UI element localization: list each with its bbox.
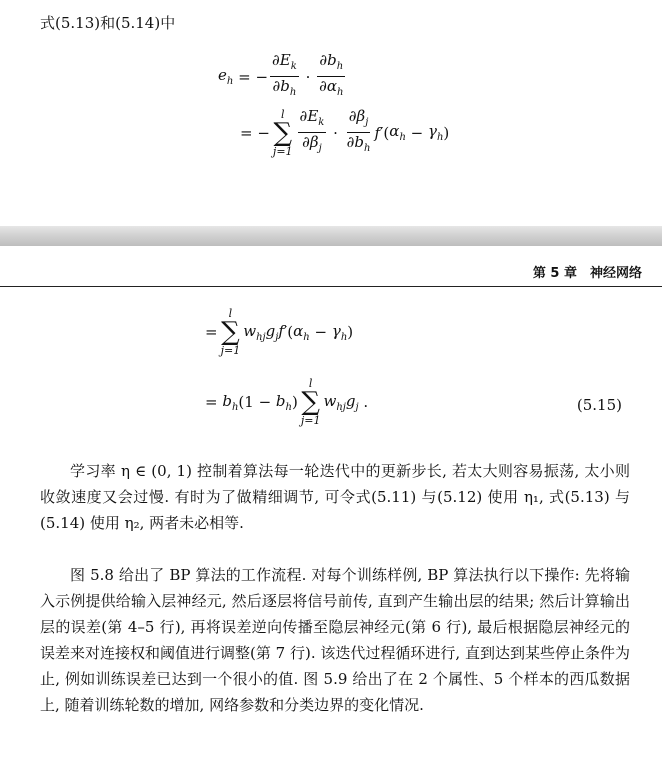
page-gap	[0, 226, 662, 246]
equation-line-4: = $b_h$ (1 − $b_h$ ) l ∑ j=1 $w_{hj}g_j$ .	[205, 377, 369, 427]
equation-line-2: = − l ∑ j=1 $\frac{\partial E_k}{\partial\beta_j}$ · $\frac{\partial\beta_j}{\partial b_h}$ f ′( $\alpha_h$ − $\gamma_h$ )	[240, 107, 450, 158]
equation-line-1: $e_h$ = − $\frac{\partial E_k}{\partial b_h}$ · $\frac{\partial b_h}{\partial\alpha_h}$	[218, 51, 344, 98]
paragraph-bp-workflow: 图 5.8 给出了 BP 算法的工作流程. 对每个训练样例, BP 算法执行以下操作: 先将输入示例提供给输入层神经元, 然后逐层将信号前传, 直到产生输出层的结果; 然后计算输出层的误差(第 4–5 行), 再将误差逆向传播至隐层神经元(第 6 行), 最后根据隐层神经元的误差来对连接权和阈值进行调整(第 7 行). 该迭代过程循环进行, 直到达到某些停止条件为止, 例如训练误差已达到一个很小的值. 图 5.9 给出了在 2 个属性、5 个样本的西瓜数据上, 随着训练轮数的增加, 网络参数和分类边界的变化情况.	[40, 566, 630, 714]
running-head: 第 5 章 神经网络	[532, 266, 642, 281]
page-bottom	[0, 246, 662, 777]
page-top-fragment	[0, 0, 662, 226]
paragraph-learning-rate: 学习率 η ∈ (0, 1) 控制着算法每一轮迭代中的更新步长, 若太大则容易振荡, 太小则收敛速度又会过慢. 有时为了做精细调节, 可令式(5.11) 与(5.12) 使用 η₁, 式(5.13) 与(5.14) 使用 η₂, 两者未必相等.	[40, 462, 630, 532]
equation-line-3: = l ∑ j=1 $w_{hj}g_jf$ ′( $\alpha_h$ − $\gamma_h$ )	[205, 307, 354, 357]
header-rule	[0, 286, 662, 287]
equation-number: (5.15)	[576, 396, 622, 414]
intro-text: 式(5.13)和(5.14)中	[40, 14, 176, 32]
